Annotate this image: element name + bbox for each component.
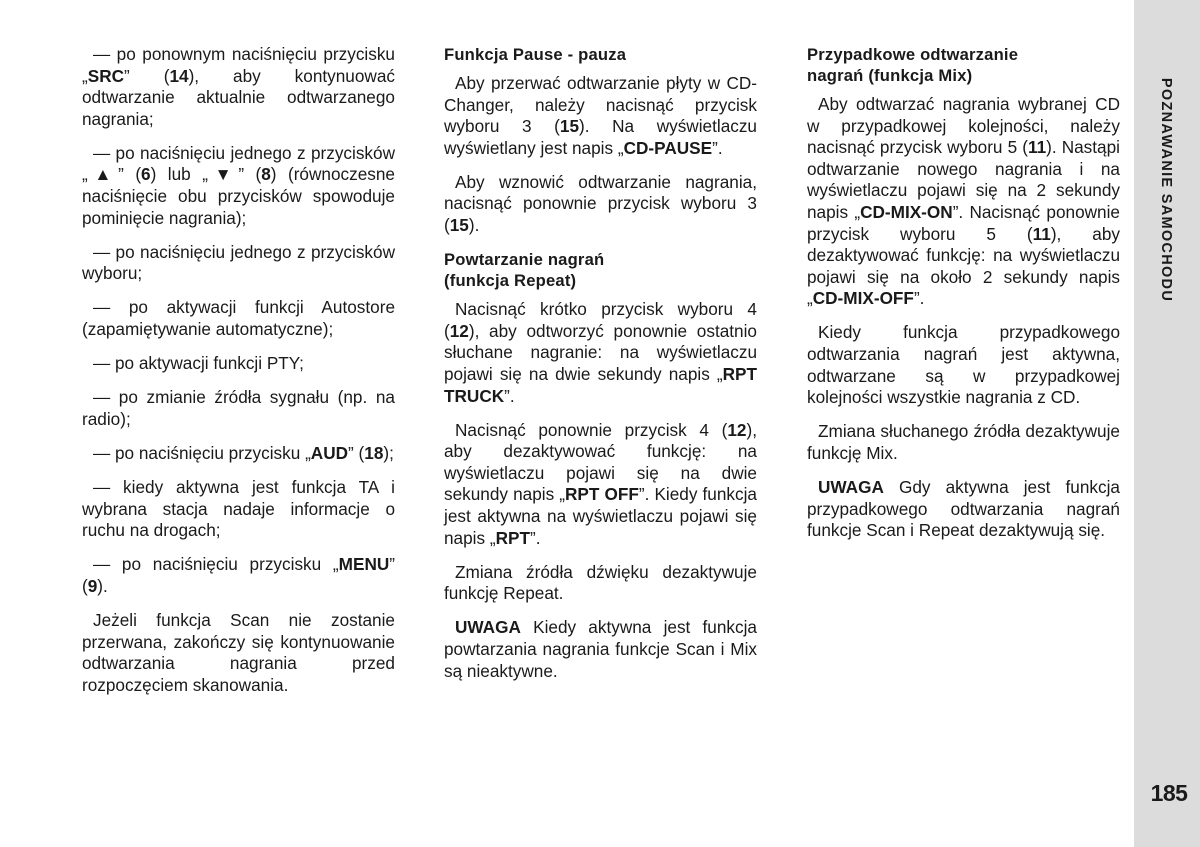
list-item: — po naciśnięciu jednego z przycisków „▲” (6) lub „▼” (8) (równoczesne naciśnięcie obu przycisków spowoduje pominięcie nagrania); <box>82 142 395 228</box>
paragraph: Zmiana źródła dźwięku dezaktywuje funkcję Repeat. <box>444 561 757 604</box>
paragraph: Aby odtwarzać nagrania wybranej CD w przypadkowej kolejności, należy nacisnąć przycisk wyboru 5 (11). Nastąpi odtwarzanie nowego nagrania i na wyświetlaczu pojawi się na 2 sekundy napis „CD-MIX-ON”. Nacisnąć ponownie przycisk wyboru 5 (11), aby dezaktywować funkcję: na wyświetlaczu pojawi się na około 2 sekundy napis „CD-MIX-OFF”. <box>807 94 1120 309</box>
paragraph: Nacisnąć ponownie przycisk 4 (12), aby dezaktywować funkcję: na wyświetlaczu pojawi się na dwie sekundy napis „RPT OFF”. Kiedy funkcja jest aktywna na wyświetlaczu pojawi się napis „RPT”. <box>444 419 757 548</box>
note-paragraph: UWAGA Gdy aktywna jest funkcja przypadkowego odtwarzania nagrań funkcje Scan i Repeat dezaktywują się. <box>807 477 1120 541</box>
section-heading: Przypadkowe odtwarzanie nagrań (funkcja Mix) <box>807 45 1019 85</box>
list-item: — po aktywacji funkcji Autostore (zapamiętywanie automatyczne); <box>82 297 395 340</box>
paragraph: Kiedy funkcja przypadkowego odtwarzania nagrań jest aktywna, odtwarzane są w przypadkowej kolejności wszystkie nagrania z CD. <box>807 322 1120 408</box>
paragraph: Zmiana słuchanego źródła dezaktywuje funkcję Mix. <box>807 421 1120 463</box>
paragraph: Aby przerwać odtwarzanie płyty w CD-Changer, należy nacisnąć przycisk wyboru 3 (15). Na wyświetlaczu wyświetlany jest napis „CD-PAUSE”. <box>444 73 757 158</box>
list-item: — po naciśnięciu jednego z przycisków wyboru; <box>82 241 395 284</box>
note-label: UWAGA <box>455 617 521 638</box>
paragraph: Aby wznowić odtwarzanie nagrania, nacisnąć ponownie przycisk wyboru 3 (15). <box>444 171 757 236</box>
section-heading: Funkcja Pause - pauza <box>444 45 627 64</box>
paragraph: Nacisnąć krótko przycisk wyboru 4 (12), aby odtworzyć ponownie ostatnio słuchane nagranie: na wyświetlaczu pojawi się na dwie sekundy napis „RPT TRUCK”. <box>444 299 757 406</box>
note-paragraph: UWAGA Kiedy aktywna jest funkcja powtarzania nagrania funkcje Scan i Mix są nieaktywne. <box>444 617 757 681</box>
up-arrow-icon: ▲ <box>87 164 119 185</box>
list-item: — po zmianie źródła sygnału (np. na radio); <box>82 387 395 429</box>
section-label: POZNAWANIE SAMOCHODU <box>1158 77 1174 303</box>
list-item: — po naciśnięciu przycisku „AUD” (18); <box>93 442 394 463</box>
column-2 <box>444 44 757 695</box>
down-arrow-icon: ▼ <box>207 164 239 185</box>
section-heading: Powtarzanie nagrań (funkcja Repeat) <box>444 250 605 291</box>
page-number: 185 <box>1150 780 1188 806</box>
column-1 <box>82 44 395 709</box>
note-label: UWAGA <box>818 477 884 497</box>
list-item: — po aktywacji funkcji PTY; <box>93 353 304 374</box>
list-item: — kiedy aktywna jest funkcja TA i wybrana stacja nadaje informacje o ruchu na drogach; <box>82 477 395 541</box>
paragraph: Jeżeli funkcja Scan nie zostanie przerwana, zakończy się kontynuowanie odtwarzania nagrania przed rozpoczęciem skanowania. <box>82 609 395 695</box>
column-3 <box>807 44 1120 554</box>
list-item: — po naciśnięciu przycisku „MENU” (9). <box>82 554 395 596</box>
list-item: — po ponownym naciśnięciu przycisku „SRC” (14), aby kontynuować odtwarzanie aktualnie odtwarzanego nagrania; <box>82 44 395 129</box>
